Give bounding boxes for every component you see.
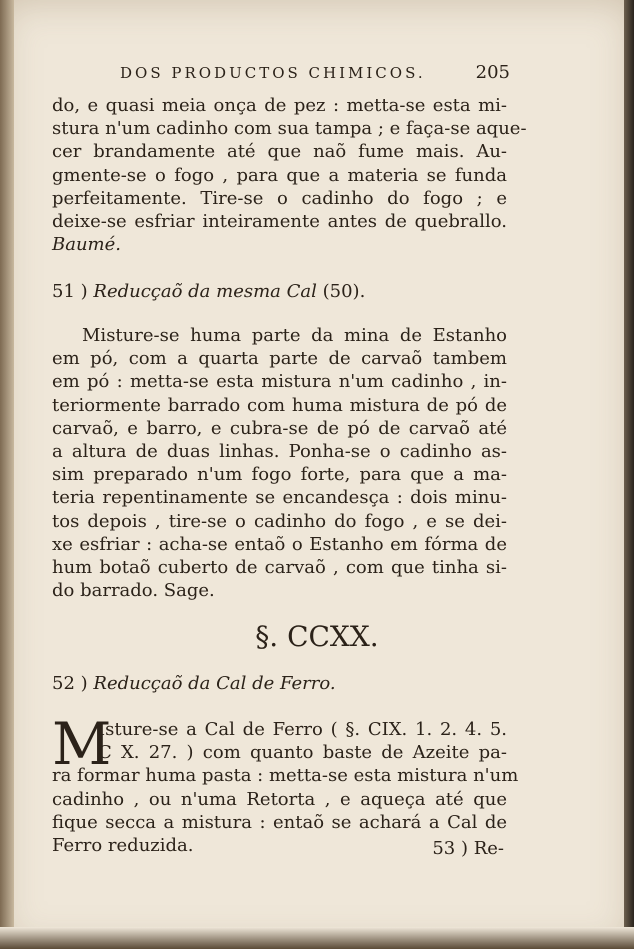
section-reference: (50). bbox=[322, 281, 366, 302]
text-line: teria repentinamente se encandesça : dois minu- bbox=[52, 487, 507, 509]
running-title: DOS PRODUCTOS CHIMICOS. bbox=[120, 64, 426, 82]
page-spine-shadow bbox=[0, 0, 14, 949]
text-line: do, e quasi meia onça de pez : metta-se esta mi- bbox=[52, 95, 507, 116]
section-ccxx-heading: §. CCXX. bbox=[255, 620, 379, 653]
text-line: sim preparado n'um fogo forte, para que a ma- bbox=[52, 464, 507, 486]
page-right-edge bbox=[624, 0, 634, 949]
text-line: perfeitamente. Tire-se o cadinho do fogo ; e bbox=[52, 187, 507, 209]
section-title: Reducçaõ da mesma Cal bbox=[93, 281, 317, 302]
text-line: Isture-se a Cal de Ferro ( §. CIX. 1. 2. 4. 5. bbox=[98, 719, 507, 740]
text-line: cadinho , ou n'uma Retorta , e aqueça até que bbox=[52, 788, 507, 810]
text-line: stura n'um cadinho com sua tampa ; e faça-se aque- bbox=[52, 118, 527, 140]
text-line: tos depois , tire-se o cadinho do fogo , e se dei- bbox=[52, 510, 507, 532]
text-line: teriormente barrado com huma mistura de pó de bbox=[52, 394, 507, 416]
text-line: em pó, com a quarta parte de carvaõ tambem bbox=[52, 348, 507, 370]
page-header bbox=[120, 62, 510, 86]
section-51-heading bbox=[52, 280, 507, 303]
text-line: deixe-se esfriar inteiramente antes de quebrallo. bbox=[52, 211, 507, 233]
text-line: xe esfriar : acha-se entaõ o Estanho em fórma de bbox=[52, 533, 507, 555]
text-line: cer brandamente até que naõ fume mais. Au- bbox=[52, 141, 507, 163]
text-line: C X. 27. ) com quanto baste de Azeite pa- bbox=[98, 742, 507, 764]
text-line: ra formar huma pasta : metta-se esta mistura n'um bbox=[52, 765, 519, 787]
text-line: a altura de duas linhas. Ponha-se o cadinho as- bbox=[52, 441, 507, 463]
text-line: do barrado. Sage. bbox=[52, 580, 215, 602]
section-number: 52 ) bbox=[52, 673, 88, 694]
page-number: 205 bbox=[475, 62, 510, 83]
paragraph-block-1 bbox=[52, 94, 527, 256]
text-line: Misture-se huma parte da mina de Estanho bbox=[82, 325, 507, 346]
text-line: hum botaõ cuberto de carvaõ , com que tinha si- bbox=[52, 557, 507, 579]
drop-capital: M bbox=[52, 710, 112, 778]
catchword: 53 ) Re- bbox=[432, 838, 504, 859]
paragraph-block-3 bbox=[52, 710, 519, 857]
text-line: em pó : metta-se esta mistura n'um cadinho , in- bbox=[52, 371, 507, 393]
author-attribution: Baumé. bbox=[52, 234, 121, 256]
text-line: Ferro reduzida. bbox=[52, 835, 194, 857]
section-title: Reducçaõ da Cal de Ferro. bbox=[93, 673, 336, 694]
text-line: carvaõ, e barro, e cubra-se de pó de carvaõ até bbox=[52, 417, 507, 439]
section-52-heading bbox=[52, 672, 507, 695]
section-number: 51 ) bbox=[52, 281, 88, 302]
text-line: fique secca a mistura : entaõ se achará a Cal de bbox=[52, 811, 507, 833]
page-bottom-edge bbox=[0, 927, 634, 949]
paragraph-block-2 bbox=[52, 324, 507, 602]
text-line: gmente-se o fogo , para que a materia se funda bbox=[52, 164, 507, 186]
